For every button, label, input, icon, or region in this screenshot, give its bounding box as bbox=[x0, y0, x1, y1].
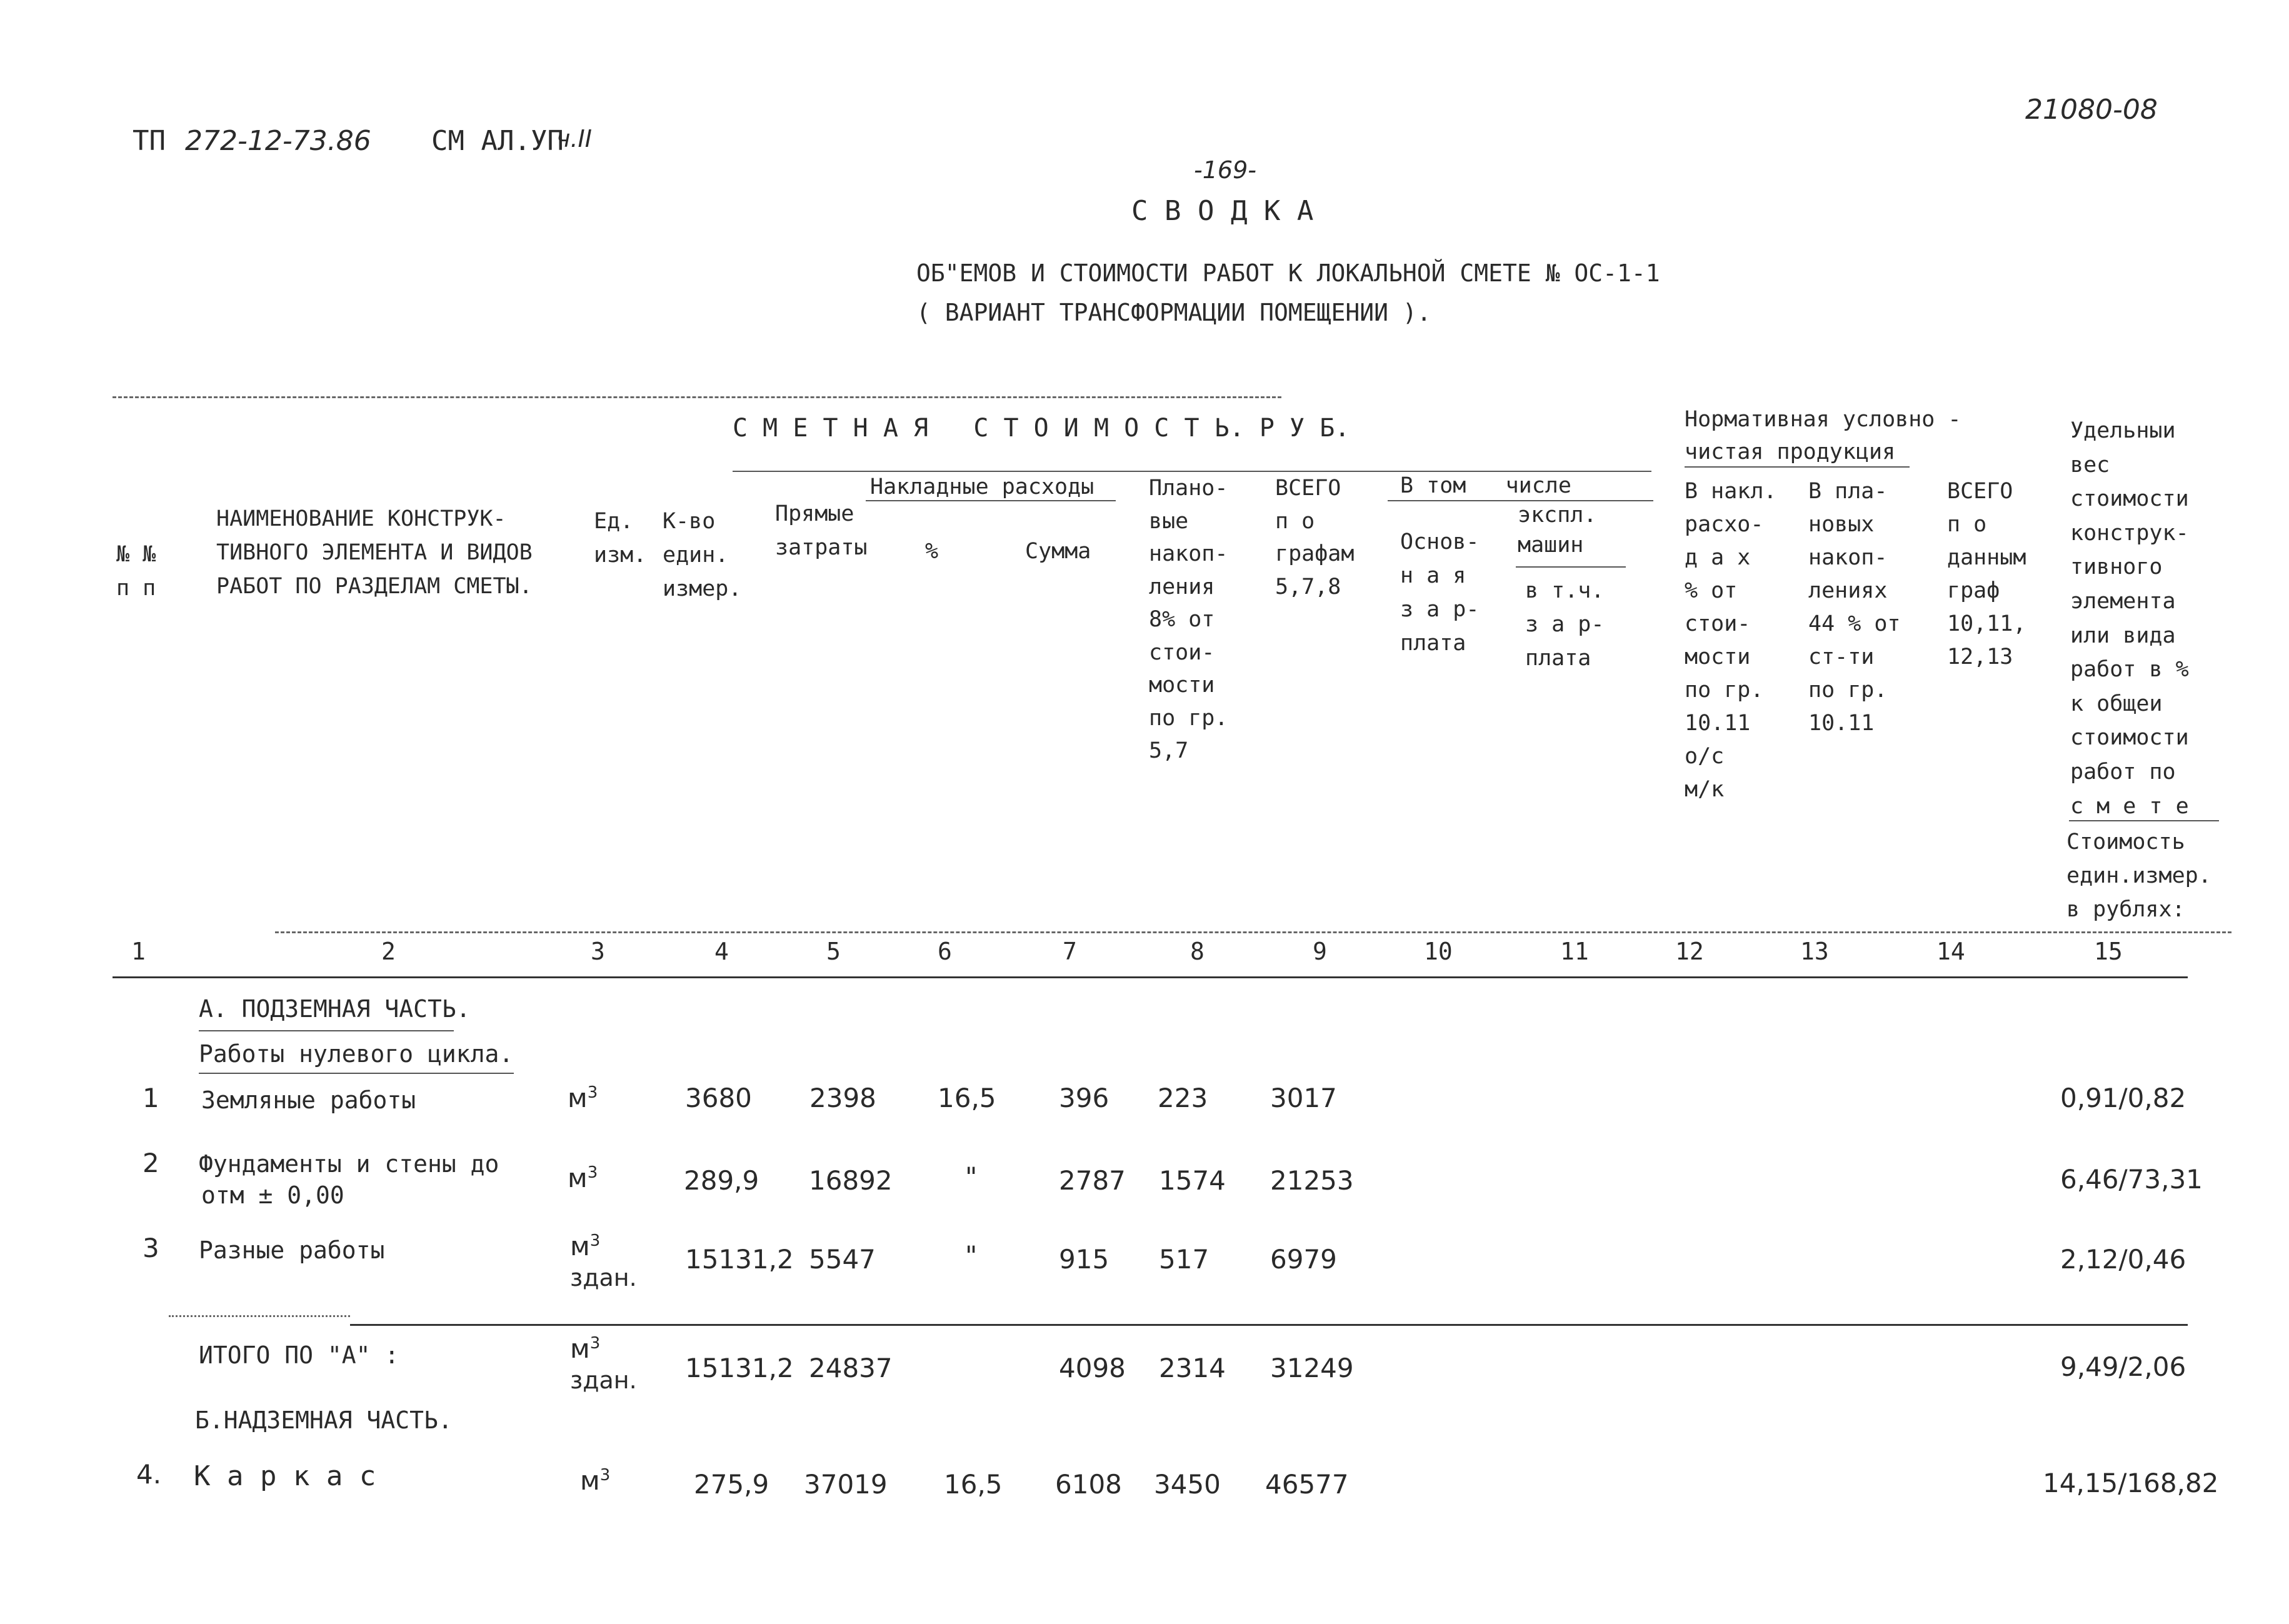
row-1-qty: 3680 bbox=[685, 1083, 752, 1113]
section-a-subtitle: Работы нулевого цикла. bbox=[199, 1040, 514, 1068]
col8-header: Плано- вые накоп- ления 8% от стои- мости по гр. 5,7 bbox=[1149, 476, 1228, 763]
row-1-plan: 223 bbox=[1158, 1083, 1208, 1113]
row-2-name-line2: отм ± 0,00 bbox=[201, 1181, 344, 1209]
row-3-total: 6979 bbox=[1270, 1244, 1337, 1275]
row-4-number: 4. bbox=[136, 1459, 162, 1490]
overhead-group-header: Накладные расходы bbox=[870, 474, 1094, 499]
col-number-3: 3 bbox=[591, 938, 605, 965]
col2-header: НАИМЕНОВАНИЕ КОНСТРУК- ТИВНОГО ЭЛЕМЕНТА И ВИДОВ РАБОТ ПО РАЗДЕЛАМ СМЕТЫ. bbox=[216, 506, 533, 599]
row-3-name: Разные работы bbox=[199, 1236, 385, 1264]
section-a-title: А. ПОДЗЕМНАЯ ЧАСТЬ. bbox=[199, 995, 471, 1023]
row-2-qty: 289,9 bbox=[684, 1165, 759, 1196]
row-2-plan: 1574 bbox=[1159, 1165, 1226, 1196]
col14-header: ВСЕГО п о данным граф 10,11, 12,13 bbox=[1947, 479, 2026, 669]
doc-code-print: ТП bbox=[133, 125, 166, 157]
col11-header: в т.ч. з а р- плата bbox=[1525, 578, 1605, 671]
summary-title: С В О Д К А bbox=[1131, 195, 1314, 227]
col-number-2: 2 bbox=[381, 938, 396, 965]
row-2-number: 2 bbox=[143, 1148, 159, 1178]
column-numbers-rule bbox=[113, 976, 2188, 978]
cost-group-header: С М Е Т Н А Я С Т О И М О С Т Ь. Р У Б. bbox=[733, 414, 1350, 443]
row-3-share: 2,12/0,46 bbox=[2060, 1244, 2186, 1275]
col-number-4: 4 bbox=[714, 938, 729, 965]
row-2-total: 21253 bbox=[1270, 1165, 1354, 1196]
row-4-total: 46577 bbox=[1265, 1469, 1349, 1500]
row-3-sum: 915 bbox=[1059, 1244, 1109, 1275]
row-1-number: 1 bbox=[143, 1083, 159, 1113]
col13-header: В пла- новых накоп- лениях 44 % от ст-ти по гр. 10.11 bbox=[1808, 479, 1901, 736]
col-number-13: 13 bbox=[1800, 938, 1829, 965]
row-2-direct: 16892 bbox=[809, 1165, 893, 1196]
row-4-sum: 6108 bbox=[1055, 1469, 1122, 1500]
total-separator-rule bbox=[350, 1324, 2188, 1326]
row-1-direct: 2398 bbox=[809, 1083, 876, 1113]
doc-code-handwritten: 272-12-73.86 bbox=[185, 125, 371, 157]
row-3-unit: $м^3$ здан. bbox=[570, 1231, 637, 1291]
machines-rule bbox=[1516, 566, 1626, 568]
total-a-plan: 2314 bbox=[1159, 1353, 1226, 1383]
col3-header: Ед. изм. bbox=[594, 509, 647, 568]
col-number-12: 12 bbox=[1675, 938, 1704, 965]
page-number: -169- bbox=[1194, 156, 1256, 184]
row-1-total: 3017 bbox=[1270, 1083, 1337, 1113]
total-a-unit: $м^3$ здан. bbox=[570, 1333, 637, 1394]
row-1-sum: 396 bbox=[1059, 1083, 1109, 1113]
col15-header: Удельныи вес стоимости конструк- тивного элемента или вида работ в % к общеи стоимости работ по с м е т е bbox=[2070, 418, 2189, 819]
npp-group-header: Нормативная условно - чистая продукция bbox=[1685, 407, 1961, 464]
row-3-number: 3 bbox=[143, 1233, 159, 1263]
total-a-share: 9,49/2,06 bbox=[2060, 1351, 2186, 1382]
col-number-5: 5 bbox=[826, 938, 841, 965]
col-number-11: 11 bbox=[1560, 938, 1589, 965]
col12-header: В накл. расхо- д а х % от стои- мости по гр. 10.11 о/с м/к bbox=[1685, 479, 1777, 802]
row-3-pct: " bbox=[965, 1240, 978, 1271]
row-1-name: Земляные работы bbox=[201, 1086, 416, 1114]
col-number-15: 15 bbox=[2094, 938, 2123, 965]
header-bottom-rule bbox=[275, 931, 2231, 933]
row-3-qty: 15131,2 bbox=[685, 1244, 794, 1275]
col4-header: К-во един. измер. bbox=[663, 509, 742, 601]
section-a-title-underline bbox=[199, 1030, 454, 1031]
col9-header: ВСЕГО п о графам 5,7,8 bbox=[1275, 476, 1355, 599]
total-a-label: ИТОГО ПО "А" : bbox=[199, 1341, 399, 1369]
series-print: СМ АЛ.УП bbox=[431, 125, 564, 157]
table-top-rule bbox=[113, 396, 1281, 398]
section-a-subtitle-underline bbox=[199, 1073, 514, 1074]
row-1-share: 0,91/0,82 bbox=[2060, 1083, 2186, 1113]
total-a-direct: 24837 bbox=[809, 1353, 893, 1383]
row-3-plan: 517 bbox=[1159, 1244, 1210, 1275]
row-2-sum: 2787 bbox=[1059, 1165, 1126, 1196]
row-4-direct: 37019 bbox=[804, 1469, 888, 1500]
total-a-qty: 15131,2 bbox=[685, 1353, 794, 1383]
row-2-name-line1: Фундаменты и стены до bbox=[199, 1150, 499, 1178]
col-number-14: 14 bbox=[1936, 938, 1965, 965]
corner-number: 21080-08 bbox=[2025, 94, 2158, 126]
col-number-1: 1 bbox=[131, 938, 146, 965]
row-4-share: 14,15/168,82 bbox=[2043, 1468, 2219, 1498]
total-separator-dotted bbox=[169, 1315, 350, 1317]
machines-group-header: экспл. машин bbox=[1518, 503, 1597, 558]
col15-unit-header: Стоимость един.измер. в рублях: bbox=[2066, 830, 2211, 922]
col-number-10: 10 bbox=[1424, 938, 1453, 965]
col-number-7: 7 bbox=[1063, 938, 1077, 965]
col10-header: Основ- н а я з а р- плата bbox=[1400, 529, 1480, 656]
row-2-unit: $м^3$ bbox=[568, 1163, 598, 1193]
col6-header: % bbox=[925, 539, 939, 564]
row-3-direct: 5547 bbox=[809, 1244, 876, 1275]
row-1-unit: $м^3$ bbox=[568, 1083, 598, 1113]
row-4-qty: 275,9 bbox=[694, 1469, 769, 1500]
title-line-2: ( ВАРИАНТ ТРАНСФОРМАЦИИ ПОМЕЩЕНИИ ). bbox=[916, 299, 1431, 326]
col-number-8: 8 bbox=[1190, 938, 1205, 965]
total-a-sum: 4098 bbox=[1059, 1353, 1126, 1383]
section-b-title: Б.НАДЗЕМНАЯ ЧАСТЬ. bbox=[195, 1406, 453, 1434]
row-4-plan: 3450 bbox=[1154, 1469, 1221, 1500]
row-2-pct: " bbox=[965, 1161, 978, 1192]
title-line-1: ОБ"ЕМОВ И СТОИМОСТИ РАБОТ К ЛОКАЛЬНОЙ СМЕТЕ № ОС-1-1 bbox=[916, 259, 1660, 287]
col5-header: Прямые затраты bbox=[775, 501, 868, 560]
col-number-6: 6 bbox=[938, 938, 952, 965]
row-4-name: К а р к а с bbox=[194, 1460, 376, 1492]
row-1-pct: 16,5 bbox=[938, 1083, 996, 1113]
row-2-share: 6,46/73,31 bbox=[2060, 1164, 2203, 1195]
row-4-pct: 16,5 bbox=[944, 1469, 1003, 1500]
total-a-total: 31249 bbox=[1270, 1353, 1354, 1383]
series-handwritten: ч.II bbox=[556, 125, 592, 153]
col-number-9: 9 bbox=[1313, 938, 1327, 965]
col7-header: Сумма bbox=[1025, 539, 1091, 564]
row-4-unit: $м^3$ bbox=[580, 1465, 611, 1496]
col1-header: № № п п bbox=[116, 542, 156, 601]
incl-group-header: В том числе bbox=[1400, 473, 1571, 498]
